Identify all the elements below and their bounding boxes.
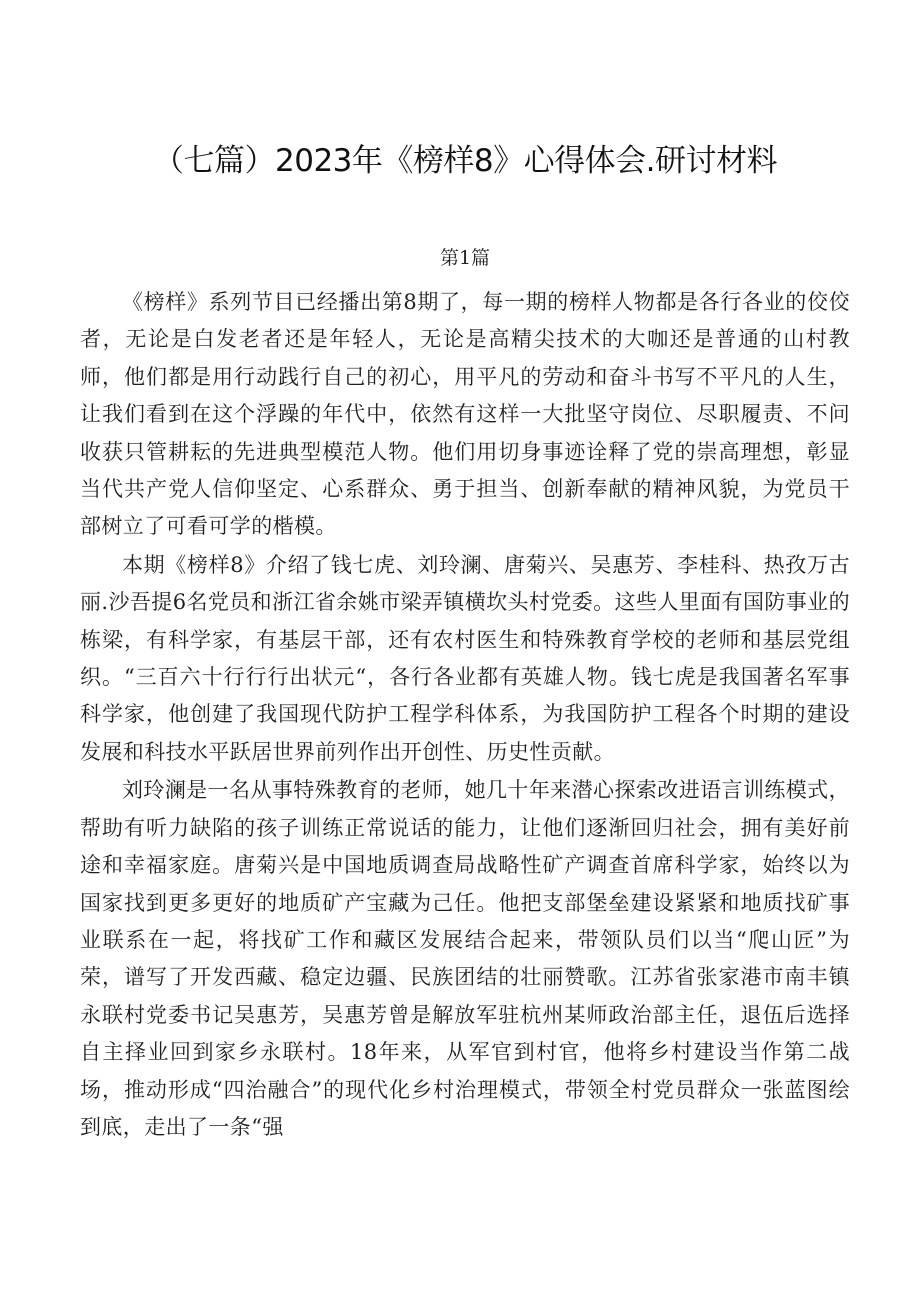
paragraph-1: 《榜样》系列节目已经播出第8期了，每一期的榜样人物都是各行各业的佼佼者，无论是白发老者还是年轻人，无论是高精尖技术的大咖还是普通的山村教师，他们都是用行动践行自己的初心，用平凡的劳动和奋斗书写不平凡的人生，让我们看到在这个浮躁的年代中，依然有这样一大批坚守岗位、尽职履责、不问收获只管耕耘的先进典型模范人物。他们用切身事迹诠释了党的崇高理想，彰显当代共产党人信仰坚定、心系群众、勇于担当、创新奉献的精神风貌，为党员干部树立了可看可学的楷模。 xyxy=(80,290,850,539)
body-text xyxy=(80,284,850,1146)
document-title: （七篇）2023年《榜样8》心得体会.研讨材料 xyxy=(153,143,777,179)
paragraph-3: 刘玲澜是一名从事特殊教育的老师，她几十年来潜心探索改进语言训练模式，帮助有听力缺陷的孩子训练正常说话的能力，让他们逐渐回归社会，拥有美好前途和幸福家庭。唐菊兴是中国地质调查局战略性矿产调查首席科学家，始终以为国家找到更多更好的地质矿产宝藏为己任。他把支部堡垒建设紧紧和地质找矿事业联系在一起，将找矿工作和藏区发展结合起来，带领队员们以当“爬山匠”为荣，谱写了开发西藏、稳定边疆、民族团结的壮丽赞歌。江苏省张家港市南丰镇永联村党委书记吴惠芳，吴惠芳曾是解放军驻杭州某师政治部主任，退伍后选择自主择业回到家乡永联村。18年来，从军官到村官，他将乡村建设当作第二战场，推动形成“四治融合”的现代化乡村治理模式，带领全村党员群众一张蓝图绘到底，走出了一条“强 xyxy=(80,778,850,1139)
section-heading: 第1篇 xyxy=(439,247,491,269)
paragraph-2: 本期《榜样8》介绍了钱七虎、刘玲澜、唐菊兴、吴惠芳、李桂科、热孜万古丽.沙吾提6名党员和浙江省余姚市梁弄镇横坎头村党委。这些人里面有国防事业的栋梁，有科学家，有基层干部，还有农村医生和特殊教育学校的老师和基层党组织。“三百六十行行行出状元“，各行各业都有英雄人物。钱七虎是我国著名军事科学家，他创建了我国现代防护工程学科体系，为我国防护工程各个时期的建设发展和科技水平跃居世界前列作出开创性、历史性贡献。 xyxy=(80,552,850,764)
